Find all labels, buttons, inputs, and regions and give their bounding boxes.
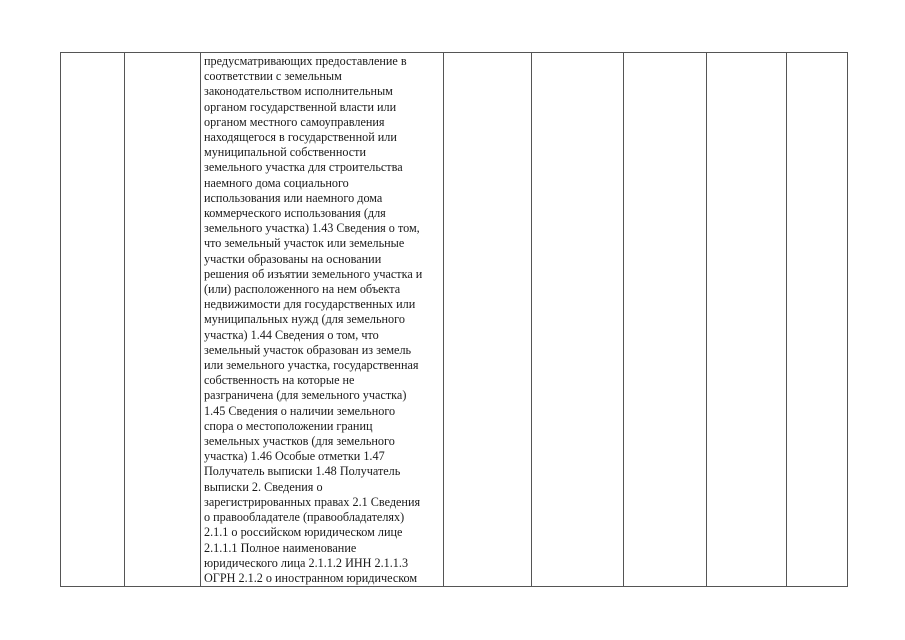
text-line: (или) расположенного на нем объекта (204, 282, 401, 297)
text-line: участка) 1.46 Особые отметки 1.47 (204, 449, 385, 464)
table-cell-col2 (125, 53, 201, 587)
text-line: коммерческого использования (для (204, 206, 386, 221)
text-line: земельных участков (для земельного (204, 434, 395, 449)
text-line: участка) 1.44 Сведения о том, что (204, 327, 379, 342)
text-line: разграничена (для земельного участка) (204, 388, 407, 403)
text-line: соответствии с земельным (204, 69, 342, 84)
text-line: юридического лица 2.1.1.2 ИНН 2.1.1.3 (204, 555, 409, 570)
table-cell-col5 (532, 53, 624, 587)
table-cell-col6 (624, 53, 707, 587)
text-line: муниципальных нужд (для земельного (204, 312, 405, 327)
text-line: муниципальной собственности (204, 145, 366, 160)
text-line: органом местного самоуправления (204, 114, 385, 129)
text-line: земельный участок образован из земель (204, 342, 412, 357)
text-line: органом государственной власти или (204, 99, 397, 114)
text-line: ОГРН 2.1.2 о иностранном юридическом (204, 570, 418, 585)
document-table (60, 52, 848, 587)
table-cell-col1 (61, 53, 125, 587)
text-line: земельного участка для строительства (204, 160, 403, 175)
description-text (204, 54, 441, 586)
table-cell-col8 (787, 53, 848, 587)
text-line: собственность на которые не (204, 373, 355, 388)
text-line: зарегистрированных правах 2.1 Сведения (204, 494, 421, 509)
text-line: недвижимости для государственных или (204, 297, 416, 312)
text-line: решения об изъятии земельного участка и (204, 266, 423, 281)
text-line: находящегося в государственной или (204, 130, 397, 145)
table-row (61, 53, 848, 587)
text-line: что земельный участок или земельные (204, 236, 405, 251)
text-line: законодательством исполнительным (204, 84, 393, 99)
table-cell-description (201, 53, 444, 587)
text-line: 1.45 Сведения о наличии земельного (204, 403, 396, 418)
text-line: земельного участка) 1.43 Сведения о том, (204, 221, 420, 236)
table-cell-col4 (444, 53, 532, 587)
text-line: предусматривающих предоставление в (204, 54, 407, 68)
table-cell-col7 (707, 53, 787, 587)
text-line: о правообладателе (правообладателях) (204, 510, 405, 525)
text-line: или земельного участка, государственная (204, 358, 419, 373)
text-line: Получатель выписки 1.48 Получатель (204, 464, 401, 479)
text-line: использования или наемного дома (204, 190, 383, 205)
text-line: 2.1.1.1 Полное наименование (204, 540, 357, 555)
text-line: спора о местоположении границ (204, 418, 373, 433)
text-line: выписки 2. Сведения о (204, 479, 323, 494)
text-line: 2.1.1 о российском юридическом лице (204, 525, 403, 540)
text-line: участки образованы на основании (204, 251, 382, 266)
text-line: наемного дома социального (204, 175, 349, 190)
